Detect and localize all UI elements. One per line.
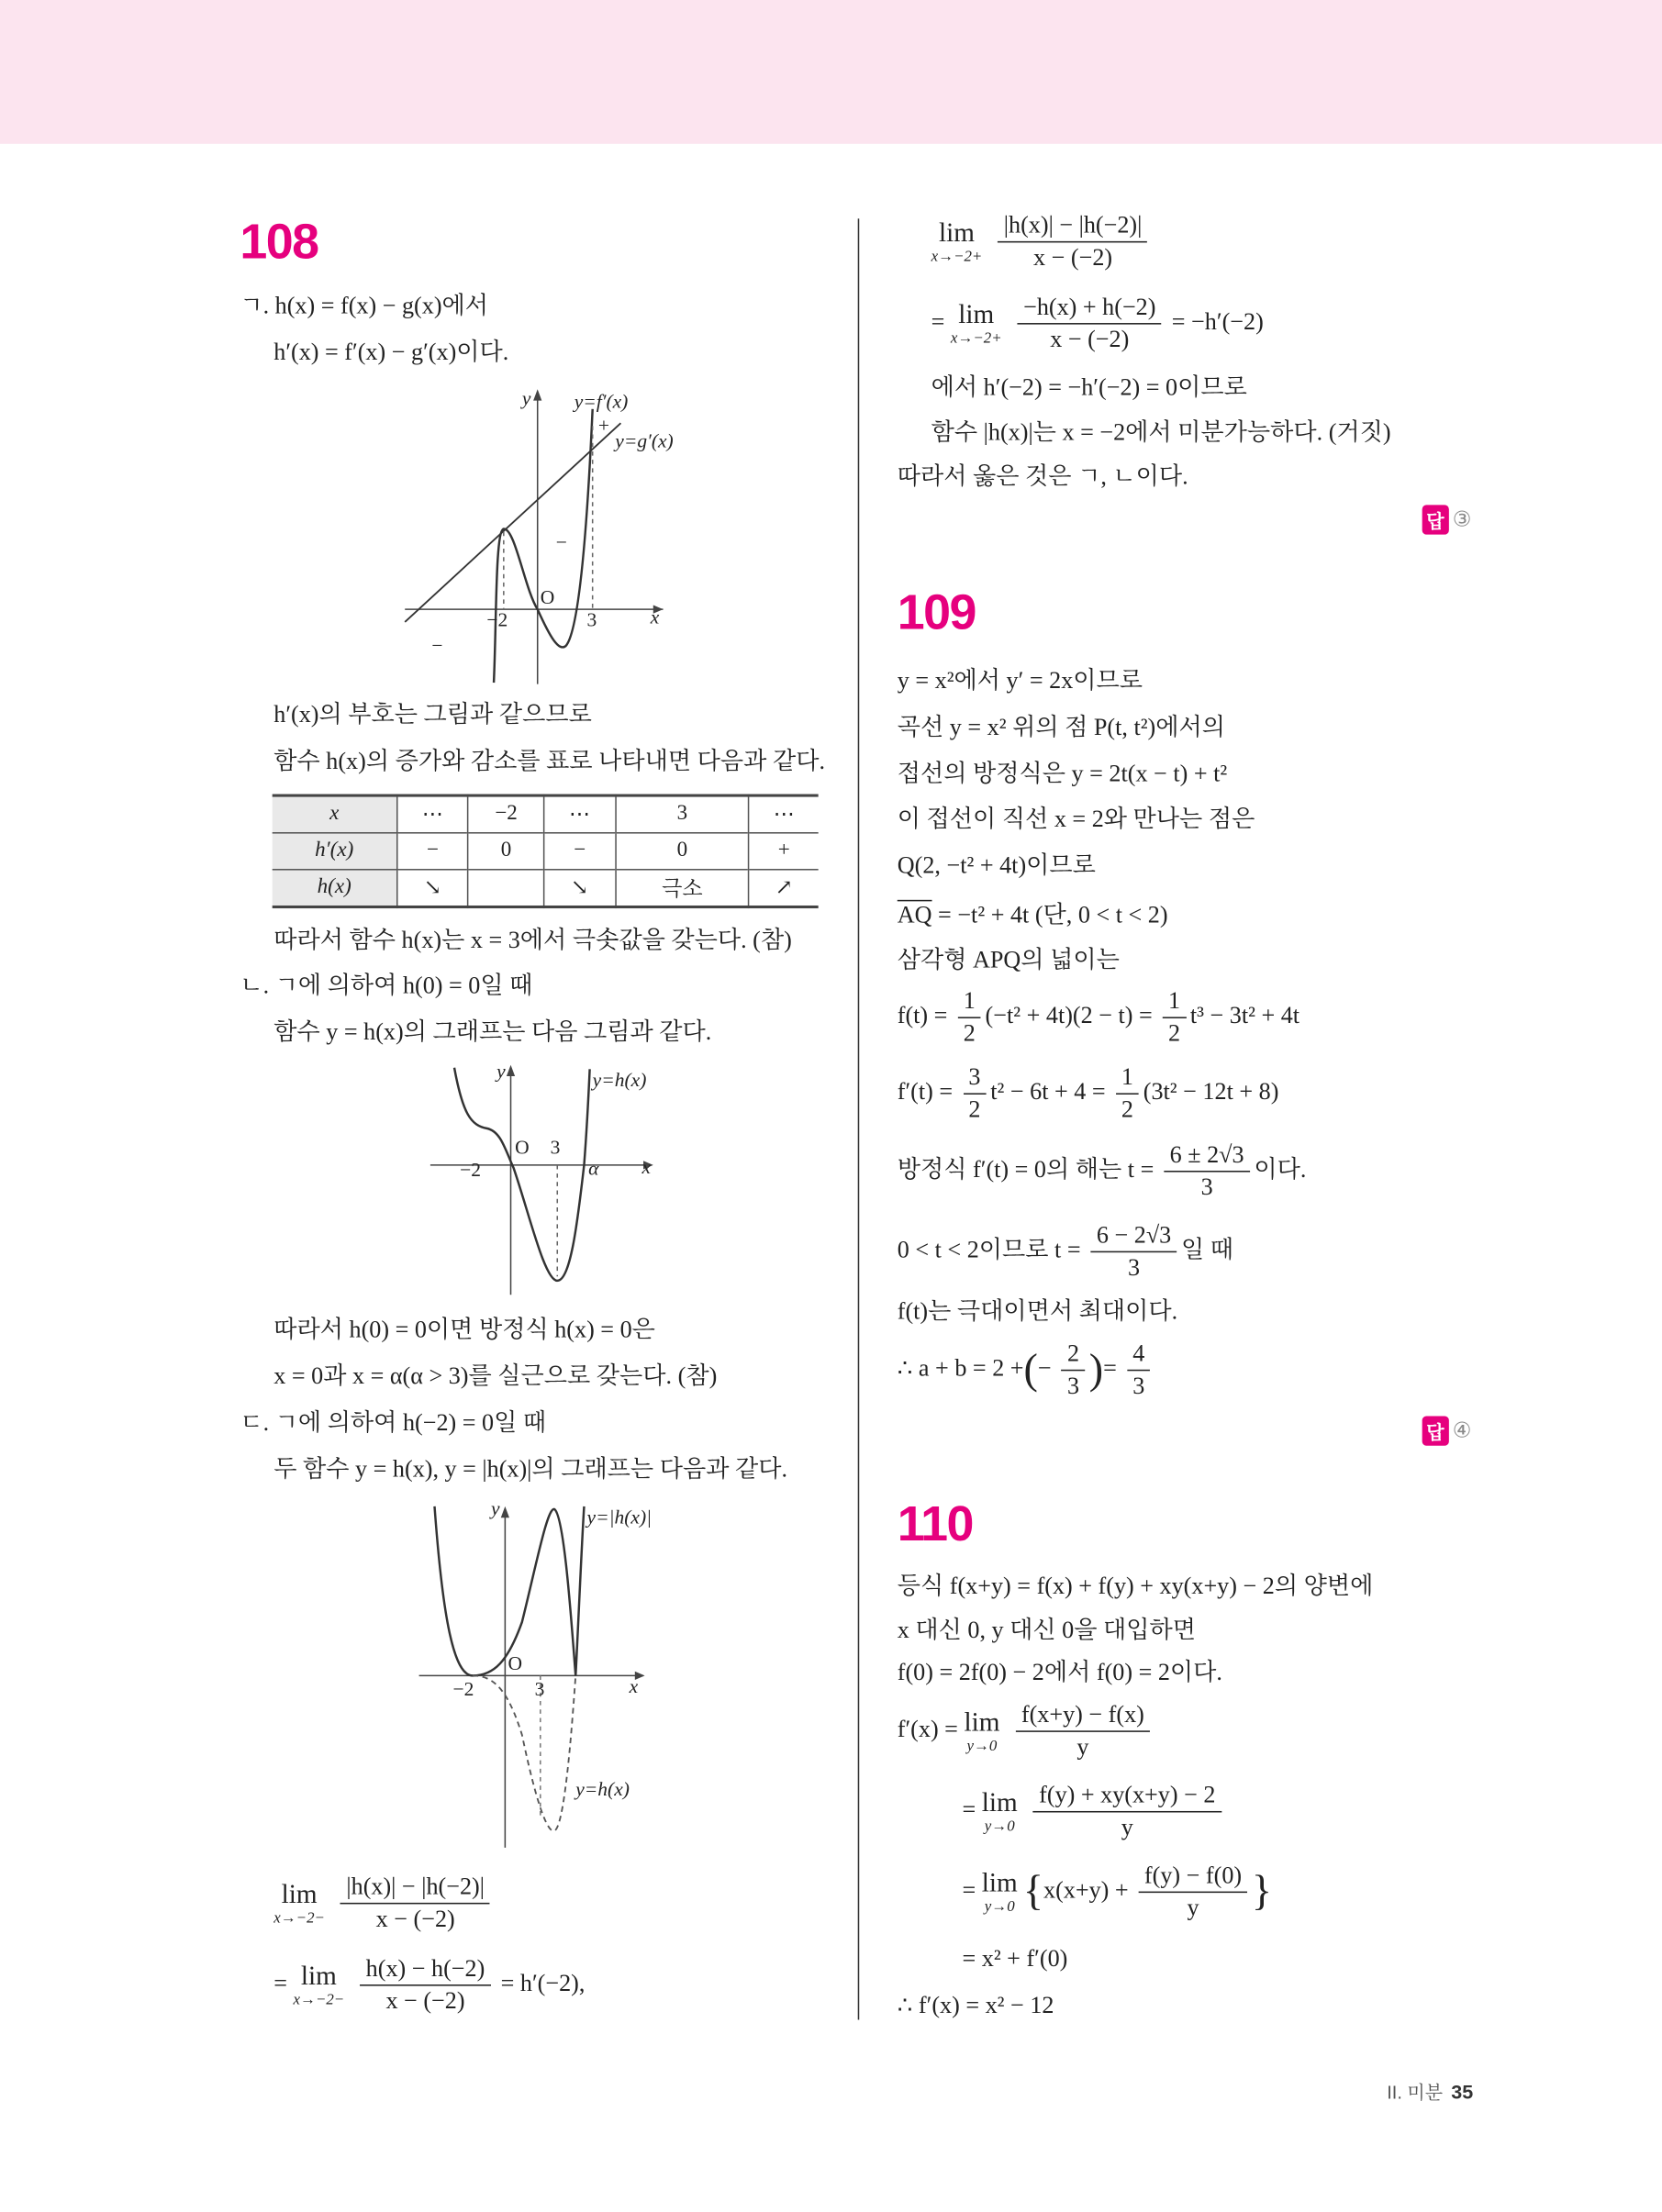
text-line: 삼각형 APQ의 넓이는 <box>897 946 1120 973</box>
denominator: 2 <box>1121 1095 1133 1123</box>
lim-sub: y→0 <box>984 1897 1015 1915</box>
page-number: 35 <box>1451 2080 1474 2104</box>
lim-sub: x→−2+ <box>950 328 1002 347</box>
equation-line <box>898 987 1299 1048</box>
numerator: 6 − 2√3 <box>1091 1221 1177 1252</box>
denominator: y <box>1076 1733 1089 1761</box>
text-line: 따라서 옳은 것은 ㄱ, ㄴ이다. <box>897 462 1188 490</box>
text-line: = x² + f′(0) <box>962 1945 1068 1973</box>
text-line: 함수 h(x)의 증가와 감소를 표로 나타내면 다음과 같다. <box>273 747 825 775</box>
sign-table <box>273 795 819 909</box>
x-axis-label: x <box>650 606 660 628</box>
equals: = <box>931 307 945 335</box>
equation-line <box>962 1782 1225 1842</box>
paren: ) <box>1088 1346 1104 1394</box>
denominator: x − (−2) <box>1033 243 1113 272</box>
answer-choice: ④ <box>1452 1420 1472 1443</box>
text: (−t² + 4t)(2 − t) = <box>985 1002 1153 1029</box>
text: = <box>1103 1354 1117 1382</box>
table-row <box>273 833 819 870</box>
table-cell: x <box>273 795 397 833</box>
graph-f-prime-g-prime <box>405 387 673 684</box>
table-cell <box>468 870 543 907</box>
denominator: 3 <box>1200 1173 1213 1201</box>
tick-label: 3 <box>534 1677 545 1700</box>
text-line: 함수 y = h(x)의 그래프는 다음 그림과 같다. <box>273 1017 712 1046</box>
origin-label: O <box>540 585 555 608</box>
y-axis-label: y <box>490 1497 500 1520</box>
numerator: 4 <box>1127 1339 1150 1371</box>
graph-abs-h <box>419 1497 652 1848</box>
lim-sub: x→−2− <box>273 1908 325 1927</box>
text: (3t² − 12t + 8) <box>1143 1078 1279 1106</box>
denominator: 3 <box>1132 1372 1145 1400</box>
lim-sub: x→−2+ <box>931 247 983 265</box>
text-line: Q(2, −t² + 4t)이므로 <box>897 851 1096 879</box>
table-row <box>273 795 819 833</box>
numerator: 1 <box>958 987 981 1018</box>
rhs: = −h′(−2) <box>1171 307 1264 335</box>
denominator: 2 <box>963 1019 976 1047</box>
denominator: 2 <box>1168 1019 1181 1047</box>
sign-minus: − <box>431 634 443 657</box>
lim: lim <box>981 1787 1018 1817</box>
table-row <box>273 870 819 907</box>
text-line: x 대신 0, y 대신 0을 대입하면 <box>897 1616 1197 1644</box>
table-cell: −2 <box>468 795 543 833</box>
denominator: x − (−2) <box>1050 326 1130 353</box>
text-line: 함수 |h(x)|는 x = −2에서 미분가능하다. (거짓) <box>931 418 1391 446</box>
text: f(t) = <box>897 1002 948 1029</box>
lim: lim <box>281 1879 318 1909</box>
tick-label: 3 <box>550 1136 561 1159</box>
denominator: 3 <box>1066 1372 1080 1400</box>
table-cell: ⋯ <box>544 795 616 833</box>
numerator: 6 ± 2√3 <box>1164 1141 1249 1173</box>
rhs: = h′(−2), <box>500 1969 586 1996</box>
table-cell: 0 <box>615 833 749 870</box>
tick-label: −2 <box>486 608 508 631</box>
equation-line <box>962 1862 1272 1922</box>
table-cell: 극소 <box>615 870 749 907</box>
table-cell: h(x) <box>273 870 397 907</box>
y-axis-arrow-icon <box>533 389 541 400</box>
lim: lim <box>939 217 975 248</box>
answer-mark <box>1422 1416 1472 1445</box>
table-cell: ⋯ <box>749 795 818 833</box>
numerator: h(x) − h(−2) <box>361 1955 491 1986</box>
origin-label: O <box>508 1652 522 1675</box>
table-cell: h′(x) <box>273 833 397 870</box>
lim-sub: y→0 <box>966 1737 998 1754</box>
sign-plus: + <box>597 414 609 437</box>
text: x(x+y) + <box>1043 1876 1129 1904</box>
limit-expression <box>273 1873 494 1934</box>
text-line: ㄱ. h(x) = f(x) − g(x)에서 <box>240 292 489 319</box>
lim: lim <box>958 299 995 329</box>
numerator: 2 <box>1062 1339 1085 1371</box>
tick-label: −2 <box>460 1159 482 1182</box>
brace: { <box>1022 1868 1044 1915</box>
brace: } <box>1251 1868 1273 1915</box>
text: = <box>962 1876 976 1904</box>
problem-number-110: 110 <box>897 1496 973 1552</box>
numerator: f(x+y) − f(x) <box>1016 1701 1150 1732</box>
curve-h-dashed <box>473 1675 575 1830</box>
curve-label-abs-h: y=|h(x)| <box>586 1506 653 1528</box>
text-line: 따라서 함수 h(x)는 x = 3에서 극솟값을 갖는다. (참) <box>273 927 792 954</box>
y-axis-arrow-icon <box>501 1506 509 1517</box>
text-line <box>898 900 1168 931</box>
text-line: 따라서 h(0) = 0이면 방정식 h(x) = 0은 <box>273 1316 655 1343</box>
origin-label: O <box>515 1136 530 1159</box>
graph-h <box>430 1061 653 1295</box>
denominator: y <box>1121 1814 1133 1841</box>
x-axis-label: x <box>629 1674 639 1697</box>
numerator: −h(x) + h(−2) <box>1018 294 1162 325</box>
curve-label-h: y=h(x) <box>592 1068 647 1091</box>
limit-expression <box>273 1955 585 2016</box>
text-line: 곡선 y = x² 위의 점 P(t, t²)에서의 <box>897 713 1226 741</box>
line-label-g-prime: y=g′(x) <box>615 429 674 452</box>
curve-label-f-prime: y=f′(x) <box>574 390 629 413</box>
sign-minus: − <box>555 531 567 554</box>
text-line: 이 접선이 직선 x = 2와 만나는 점은 <box>897 805 1255 833</box>
text: = <box>962 1795 976 1823</box>
text-line: x = 0과 x = α(α > 3)를 실근으로 갖는다. (참) <box>273 1362 718 1390</box>
table-cell: ↘ <box>544 870 616 907</box>
lim: lim <box>964 1706 1000 1738</box>
lim-sub: y→0 <box>984 1817 1015 1835</box>
text: t³ − 3t² + 4t <box>1189 1002 1300 1029</box>
denominator: y <box>1187 1894 1199 1921</box>
text-line: ∴ f′(x) = x² − 12 <box>897 1991 1054 2018</box>
answer-mark <box>1422 505 1472 534</box>
y-axis-label: y <box>521 387 531 410</box>
text: 일 때 <box>1181 1236 1234 1263</box>
table-cell: − <box>396 833 468 870</box>
limit-expression <box>931 294 1264 354</box>
text: 이다. <box>1254 1155 1307 1183</box>
equation-line <box>898 1221 1233 1282</box>
numerator: f(y) + xy(x+y) − 2 <box>1033 1782 1221 1813</box>
problem-number-108: 108 <box>240 214 318 270</box>
table-cell: ⋯ <box>396 795 468 833</box>
text-line: f(t)는 극대이면서 최대이다. <box>897 1297 1178 1325</box>
equals: = <box>273 1969 287 1996</box>
answer-badge: 답 <box>1422 1416 1449 1445</box>
line-g-prime <box>405 423 620 622</box>
tick-label: 3 <box>586 608 597 631</box>
curve-abs-h <box>435 1506 585 1675</box>
lim-sub: x→−2− <box>293 1990 345 2008</box>
curve-f-prime <box>494 409 593 683</box>
root-alpha-label: α <box>588 1157 599 1180</box>
denominator: 2 <box>968 1095 981 1123</box>
denominator: 3 <box>1128 1253 1141 1281</box>
limit-expression <box>931 212 1152 272</box>
table-cell: ↗ <box>749 870 818 907</box>
numerator: f(y) − f(0) <box>1139 1862 1247 1893</box>
text: f′(x) = <box>897 1716 958 1743</box>
segment-aq: $\overline{AQ}$ <box>897 901 932 928</box>
text: 방정식 f′(t) = 0의 해는 t = <box>897 1155 1154 1183</box>
equation-line <box>898 1063 1279 1124</box>
text-line: ㄷ. ㄱ에 의하여 h(−2) = 0일 때 <box>240 1408 547 1437</box>
section-label: II. 미분 <box>1387 2082 1444 2104</box>
paren: ( <box>1023 1346 1038 1394</box>
text-line: 에서 h′(−2) = −h′(−2) = 0이므로 <box>931 373 1247 401</box>
tick-label: −2 <box>452 1677 474 1700</box>
answer-choice: ③ <box>1452 508 1472 532</box>
text-line: y = x²에서 y′ = 2x이므로 <box>897 667 1143 695</box>
curve-label-h: y=h(x) <box>575 1778 630 1801</box>
equation-line <box>898 1701 1154 1762</box>
numerator: |h(x)| − |h(−2)| <box>340 1873 490 1905</box>
page-footer <box>1387 2078 1473 2105</box>
y-axis-label: y <box>496 1060 506 1083</box>
table-cell: − <box>544 833 616 870</box>
numerator: |h(x)| − |h(−2)| <box>998 212 1148 243</box>
table-cell: ↘ <box>396 870 468 907</box>
text: 0 < t < 2이므로 t = <box>897 1236 1081 1263</box>
text-line: h′(x) = f′(x) − g′(x)이다. <box>273 338 509 366</box>
problem-number-109: 109 <box>897 585 976 640</box>
text-line: 등식 f(x+y) = f(x) + f(y) + xy(x+y) − 2의 양변에 <box>897 1573 1374 1600</box>
text: − <box>1037 1354 1052 1382</box>
text: ∴ a + b = 2 + <box>897 1354 1024 1382</box>
answer-badge: 답 <box>1422 505 1449 534</box>
text-line: 두 함수 y = h(x), y = |h(x)|의 그래프는 다음과 같다. <box>273 1455 788 1483</box>
table-cell: + <box>749 833 818 870</box>
text: t² − 6t + 4 = <box>990 1078 1106 1106</box>
x-axis-label: x <box>641 1156 652 1179</box>
y-axis-arrow-icon <box>507 1065 515 1076</box>
numerator: 1 <box>1163 987 1186 1018</box>
denominator: x − (−2) <box>375 1905 455 1933</box>
text-line: f(0) = 2f(0) − 2에서 f(0) = 2이다. <box>897 1658 1222 1686</box>
text-line: h′(x)의 부호는 그림과 같으므로 <box>273 701 592 728</box>
equation-line <box>898 1141 1307 1202</box>
text: = −t² + 4t (단, 0 < t < 2) <box>931 901 1168 928</box>
numerator: 3 <box>963 1063 986 1095</box>
table-cell: 3 <box>615 795 749 833</box>
lim: lim <box>981 1868 1018 1898</box>
text-line: ㄴ. ㄱ에 의하여 h(0) = 0일 때 <box>240 972 533 999</box>
numerator: 1 <box>1116 1063 1139 1095</box>
equation-line <box>898 1339 1154 1400</box>
denominator: x − (−2) <box>385 1987 465 2015</box>
table-cell: 0 <box>468 833 543 870</box>
text: f′(t) = <box>897 1078 954 1106</box>
lim: lim <box>300 1961 337 1991</box>
text-line: 접선의 방정식은 y = 2t(x − t) + t² <box>897 760 1228 787</box>
